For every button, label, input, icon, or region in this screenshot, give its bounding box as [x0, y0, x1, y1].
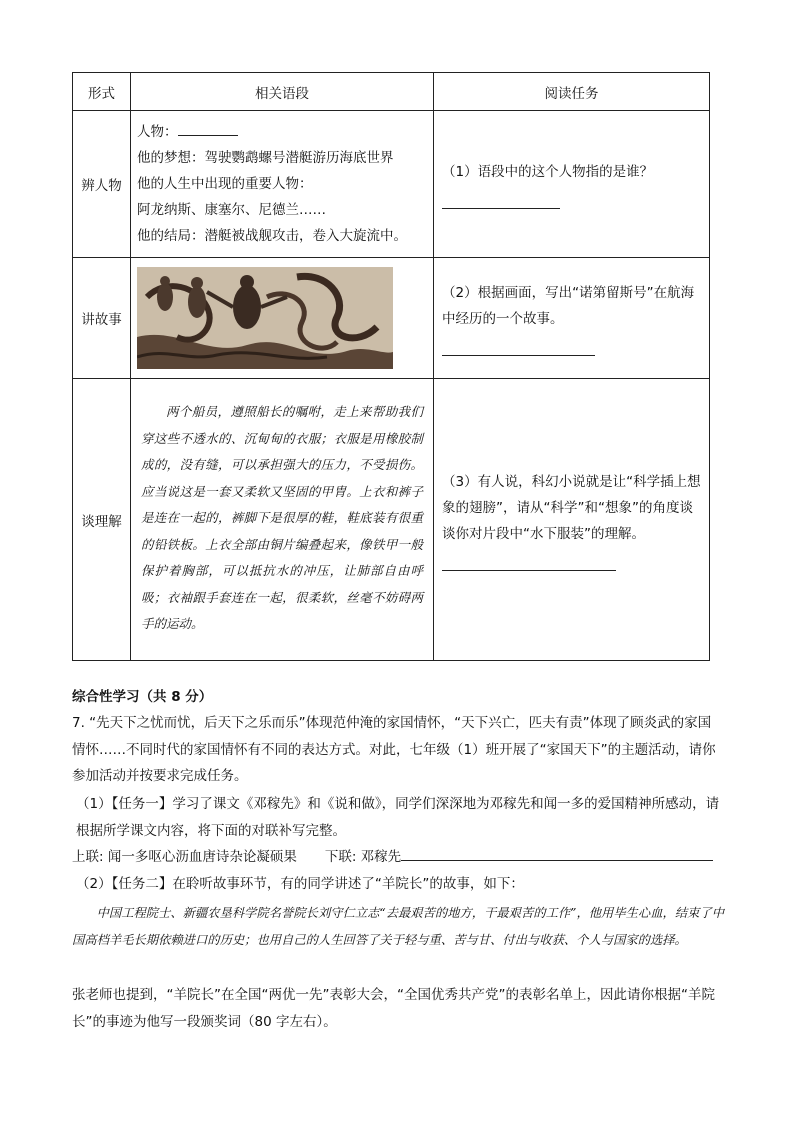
- clue-line: [137, 119, 427, 145]
- blank-line: [178, 121, 238, 136]
- task-text: （2）根据画面，写出“诺第留斯号”在航海中经历的一个故事。: [442, 285, 695, 327]
- sea-monster-illustration: [137, 267, 393, 369]
- task-cell: [434, 379, 710, 661]
- illustration-cell: [131, 258, 434, 379]
- couplet-lower: 下联: 邓稼先: [324, 849, 402, 865]
- diving-suit-passage: 两个船员，遵照船长的嘱咐，走上来帮助我们穿这些不透水的、沉甸甸的衣服；衣服是用橡胶制成的，没有缝，可以承担强大的压力，不受损伤。应当说这是一套又柔软又坚固的甲胄。上衣和裤子是连在一起的，裤脚下是很厚的鞋，鞋底装有很重的铅铁板。上衣全部由铜片编叠起来，像铁甲一般保护着胸部，可以抵抗水的冲压，让肺部自由呼吸；衣袖跟手套连在一起，很柔软，丝毫不妨碍两手的运动。: [141, 404, 423, 632]
- clue-line: 他的梦想：驾驶鹦鹉螺号潜艇游历海底世界: [137, 150, 394, 166]
- table-header-row: [73, 73, 710, 111]
- couplet-upper: 上联: 闻一多呕心沥血唐诗杂论凝硕果: [72, 849, 297, 865]
- task-cell: [434, 258, 710, 379]
- task-cell: [434, 111, 710, 258]
- section-heading: 综合性学习（共 8 分）: [72, 689, 213, 705]
- task-text: （1）语段中的这个人物指的是谁？: [442, 164, 654, 180]
- answer-line: [442, 569, 616, 571]
- header-form: 形式: [73, 73, 131, 111]
- answer-line: [442, 207, 560, 209]
- clue-text: 人物：: [137, 124, 178, 140]
- closing-instruction: 张老师也提到，“羊院长”在全国“两优一先”表彰大会，“全国优秀共产党”的表彰名单上，因此请你根据“羊院长”的事迹为他写一段颁奖词（80 字左右）。: [72, 987, 715, 1030]
- story-quote: 中国工程院士、新疆农垦科学院名誉院长刘守仁立志“去最艰苦的地方，干最艰苦的工作”，他用毕生心血，结束了中国高档羊毛长期依赖进口的历史；也用自己的人生回答了关于轻与重、苦与甘、付出与收获、个人与国家的选择。: [72, 906, 725, 947]
- header-task: 阅读任务: [434, 73, 710, 111]
- task-text: （3）有人说，科幻小说就是让“科学插上想象的翅膀”，请从“科学”和“想象”的角度谈谈你对片段中“水下服装”的理解。: [442, 473, 701, 542]
- table-row: [73, 111, 710, 258]
- row-form-label: 辨人物: [73, 111, 131, 258]
- task-two: （2）【任务二】在聆听故事环节，有的同学讲述了“羊院长”的故事，如下：: [76, 876, 524, 892]
- passage-cell: [131, 379, 434, 661]
- header-passage: 相关语段: [131, 73, 434, 111]
- row-form-label: 讲故事: [73, 258, 131, 379]
- answer-line: [442, 354, 595, 356]
- couplet-answer-line: [401, 846, 713, 861]
- clue-line: 阿龙纳斯、康塞尔、尼德兰……: [137, 202, 326, 218]
- clue-line: 他的人生中出现的重要人物：: [137, 176, 313, 192]
- task-one: （1）【任务一】学习了课文《邓稼先》和《说和做》，同学们深深地为邓稼先和闻一多的爱国精神所感动，请根据所学课文内容，将下面的对联补写完整。: [76, 796, 720, 839]
- reading-task-table: [72, 72, 710, 661]
- table-row: [73, 379, 710, 661]
- question-intro: 7. “先天下之忧而忧，后天下之乐而乐”体现范仲淹的家国情怀，“天下兴亡，匹夫有责”体现了顾炎武的家国情怀……不同时代的家国情怀有不同的表达方式。对此，七年级（1）班开展了“家国天下”的主题活动，请你参加活动并按要求完成任务。: [72, 715, 716, 784]
- character-clues: [131, 111, 434, 258]
- couplet: [72, 844, 732, 871]
- table-row: [73, 258, 710, 379]
- clue-line: 他的结局：潜艇被战舰攻击，卷入大旋流中。: [137, 228, 407, 244]
- row-form-label: 谈理解: [73, 379, 131, 661]
